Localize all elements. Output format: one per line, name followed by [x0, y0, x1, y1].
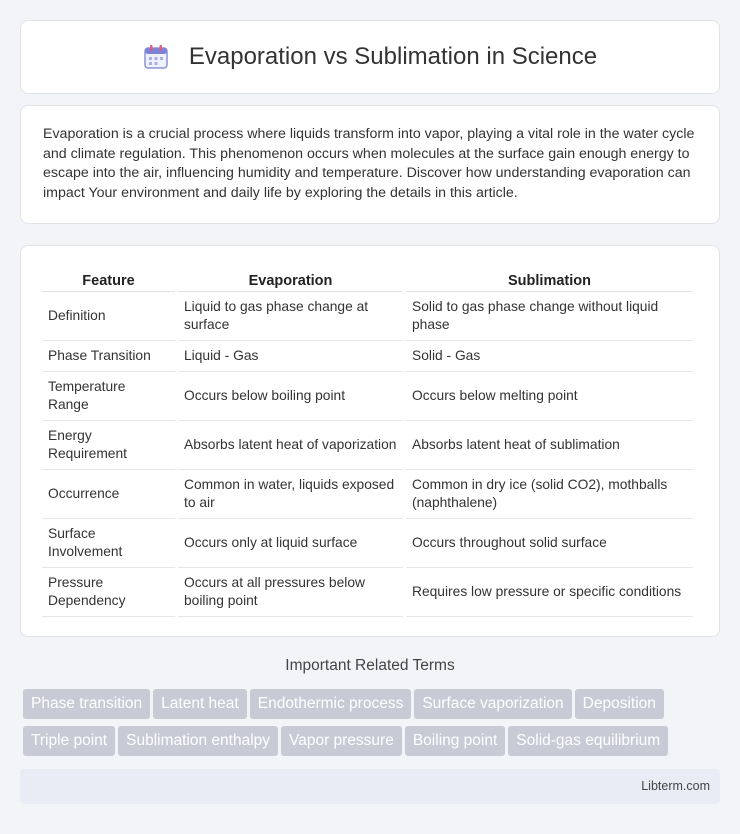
term-tag[interactable]: Latent heat	[153, 689, 247, 719]
table-cell: Definition	[42, 292, 175, 341]
table-cell: Requires low pressure or specific conditions	[406, 568, 693, 617]
table-row	[42, 341, 693, 372]
table-cell: Common in dry ice (solid CO2), mothballs (naphthalene)	[406, 470, 693, 519]
footer-link[interactable]: Libterm.com	[641, 779, 710, 793]
table-cell: Occurs below boiling point	[178, 372, 403, 421]
comparison-table-card	[20, 245, 720, 637]
term-tag[interactable]: Boiling point	[405, 726, 505, 756]
header-card	[20, 20, 720, 94]
table-cell: Temperature Range	[42, 372, 175, 421]
related-terms-list	[23, 689, 723, 763]
related-terms-title: Important Related Terms	[285, 657, 455, 674]
column-header: Feature	[42, 266, 175, 292]
table-cell: Liquid to gas phase change at surface	[178, 292, 403, 341]
table-cell: Absorbs latent heat of sublimation	[406, 421, 693, 470]
table-cell: Solid - Gas	[406, 341, 693, 372]
table-cell: Absorbs latent heat of vaporization	[178, 421, 403, 470]
table-cell: Surface Involvement	[42, 519, 175, 568]
term-tag[interactable]: Deposition	[575, 689, 664, 719]
page-title: Evaporation vs Sublimation in Science	[188, 43, 598, 70]
table-cell: Occurrence	[42, 470, 175, 519]
term-tag[interactable]: Vapor pressure	[281, 726, 402, 756]
intro-text: Evaporation is a crucial process where liquids transform into vapor, playing a vital role in the water cycle and climate regulation. This phenomenon occurs when molecules at the surface gain enough energy to escape into the air, influencing humidity and temperature. Discover how understanding evaporation can impact Your environment and daily life by exploring the details in this article.	[43, 126, 695, 201]
column-header: Sublimation	[406, 266, 693, 292]
term-tag[interactable]: Solid-gas equilibrium	[508, 726, 668, 756]
footer	[20, 769, 720, 804]
table-cell: Pressure Dependency	[42, 568, 175, 617]
table-cell: Phase Transition	[42, 341, 175, 372]
table-cell: Occurs at all pressures below boiling point	[178, 568, 403, 617]
term-tag[interactable]: Surface vaporization	[414, 689, 571, 719]
column-header: Evaporation	[178, 266, 403, 292]
table-row	[42, 372, 693, 421]
calendar-icon	[143, 44, 169, 70]
table-row	[42, 568, 693, 617]
table-row	[42, 292, 693, 341]
term-tag[interactable]: Sublimation enthalpy	[118, 726, 278, 756]
table-cell: Occurs throughout solid surface	[406, 519, 693, 568]
comparison-table	[39, 266, 696, 617]
table-cell: Energy Requirement	[42, 421, 175, 470]
intro-card	[20, 105, 720, 224]
table-header-row	[42, 266, 693, 292]
term-tag[interactable]: Endothermic process	[250, 689, 412, 719]
table-row	[42, 519, 693, 568]
term-tag[interactable]: Phase transition	[23, 689, 150, 719]
table-cell: Occurs only at liquid surface	[178, 519, 403, 568]
table-row	[42, 421, 693, 470]
table-cell: Solid to gas phase change without liquid phase	[406, 292, 693, 341]
table-cell: Common in water, liquids exposed to air	[178, 470, 403, 519]
table-row	[42, 470, 693, 519]
table-cell: Occurs below melting point	[406, 372, 693, 421]
table-cell: Liquid - Gas	[178, 341, 403, 372]
term-tag[interactable]: Triple point	[23, 726, 115, 756]
